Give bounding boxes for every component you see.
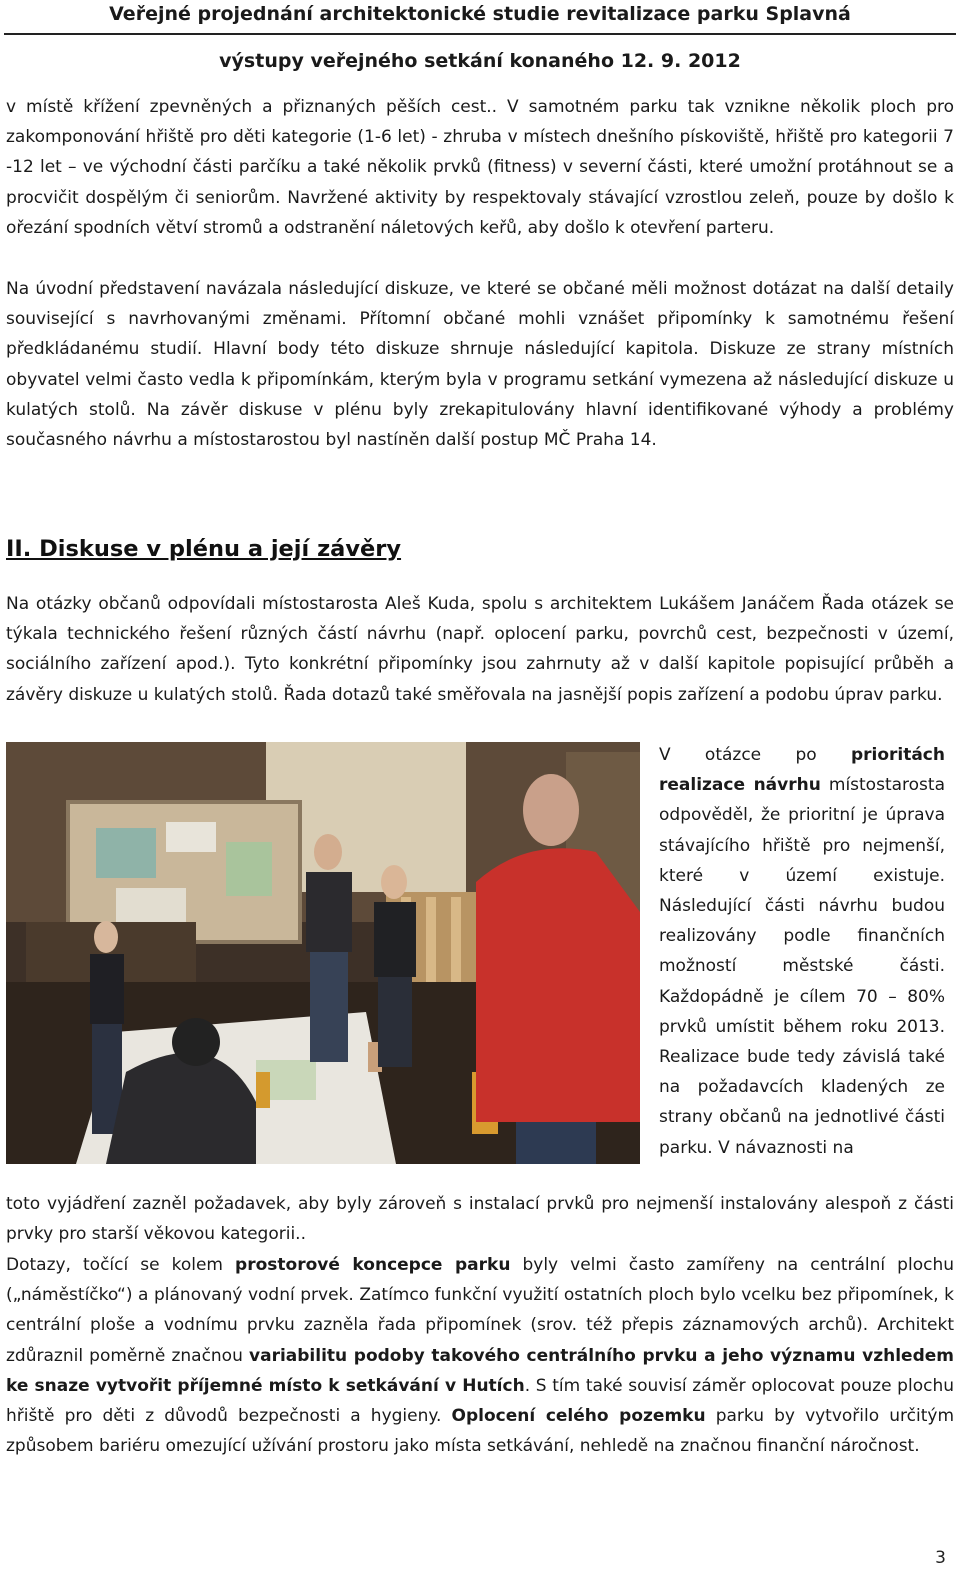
header-divider [4,33,956,35]
concept-paragraph [6,1250,954,1461]
concept-text-2: byly velmi často zamířeny na centrální plochu („náměstíčko“) a plánovaný vodní prvek. Zatímco funkční využití ostatních ploch bylo vcelku bez připomínek, k centrální ploše a vodnímu prvku zazněla řada připomínek (srov. též přepis záznamových archů). Architekt zdůraznil poměrně značnou [6,1255,954,1366]
intro-paragraph-1: v místě křížení zpevněných a přiznaných pěších cest.. V samotném parku tak vznikne několik ploch pro zakomponování hřiště pro děti kategorie (1-6 let) - zhruba v místech dnešního pískoviště, hřiště pro kategorii 7 -12 let – ve východní části parčíku a také několik prvků (fitness) v severní části, které umožní protáhnout se a procvičit dospělým či seniorům. Navržené aktivity by respektovaly stávající vzrostlou zeleň, pouze by došlo k ořezání spodních větví stromů a odstranění náletových keřů, aby došlo k otevření parteru. [6,97,954,238]
concept-text-1: Dotazy, točící se kolem [6,1255,236,1275]
section-paragraph-1: Na otázky občanů odpovídali místostarosta Aleš Kuda, spolu s architektem Lukášem Janáčem Řada otázek se týkala technického řešení různých částí návrhu (např. oplocení parku, povrchů cest, bezpečnosti v území, sociálního zařízení apod.). Tyto konkrétní připomínky jsou zahrnuty až v další kapitole popisující průběh a závěry diskuze u kulatých stolů. Řada dotazů také směřovala na jasnější popis zařízení a podobu úprav parku. [6,594,954,705]
document-subtitle: výstupy veřejného setkání konaného 12. 9. 2012 [219,50,741,72]
section-heading: II. Diskuse v plénu a její závěry [6,536,402,562]
page-number: 3 [935,1548,946,1568]
meeting-photo [6,742,640,1164]
priority-side-text: místostarosta odpověděl, že prioritní je úprava stávajícího hřiště pro nejmenší, které v území existuje. Následující části návrhu budou realizovány podle finančních možností městské části. Každopádně je cílem 70 – 80% prvků umístit během roku 2013. Realizace bude tedy závislá také na požadavcích kladených ze strany občanů na jednotlivé části parku. V návaznosti na [659,775,945,1158]
priority-paragraph-continued: toto vyjádření zazněl požadavek, aby byly zároveň s instalací prvků pro nejmenší instalovány alespoň z části prvky pro starší věkovou kategorii.. [6,1194,954,1245]
priority-bold: prioritách realizace návrhu [659,745,945,796]
concept-bold-3: Oplocení celého pozemku [451,1406,706,1427]
concept-bold-2: variabilitu podoby takového centrálního prvku a jeho významu vzhledem ke snaze vytvořit příjemné místo k setkávání v Hutích [6,1345,954,1396]
intro-paragraph-2: Na úvodní představení navázala následující diskuze, ve které se občané měli možnost dotázat na další detaily související s navrhovanými změnami. Přítomní občané mohli vznášet připomínky k samotnému řešení předkládanému studií. Hlavní body této diskuze shrnuje následující kapitola. Diskuze ze strany místních obyvatel velmi často vedla k připomínkám, kterým byla v programu setkání vymezena až následující diskuze u kulatých stolů. Na závěr diskuse v plénu byly zrekapitulovány hlavní identifikované výhody a problémy současného návrhu a místostarostou byl nastíněn další postup MČ Praha 14. [6,279,954,451]
meeting-photo-illustration [6,742,640,1164]
document-title: Veřejné projednání architektonické studie revitalizace parku Splavná [109,3,851,25]
concept-text-4: parku by vytvořilo určitým způsobem bariéru omezující užívání prostoru jako místa setkávání, nehledě na značnou finanční náročnost. [6,1406,955,1457]
concept-text-3: . S tím také souvisí záměr oplocovat pouze plochu hřiště pro děti z důvodů bezpečnosti a hygieny. [6,1375,954,1427]
person-red-jacket [476,848,640,1122]
concept-bold-1: prostorové koncepce parku [235,1255,511,1275]
priority-paragraph-side [659,740,945,1163]
priority-intro: V otázce po [659,745,851,765]
